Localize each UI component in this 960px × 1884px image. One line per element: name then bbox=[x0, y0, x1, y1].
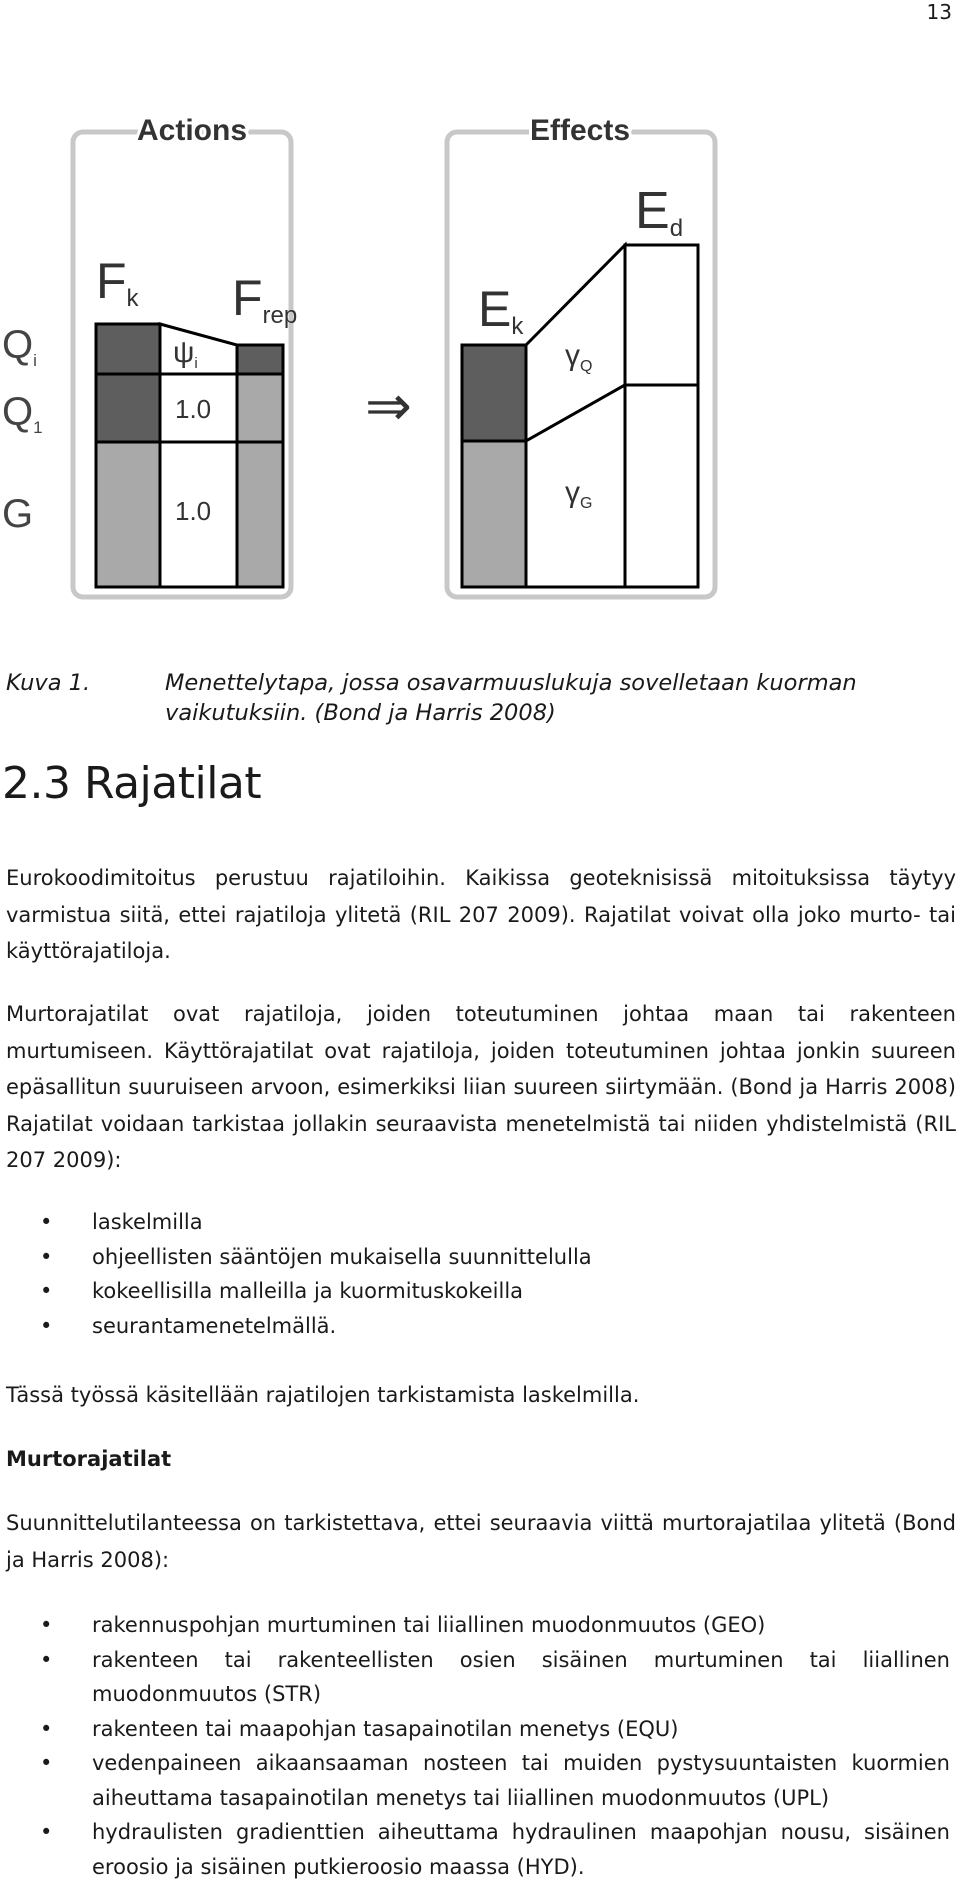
psi-connector bbox=[160, 324, 237, 374]
bullet: • bbox=[40, 1716, 53, 1741]
row-label-q1: $Q_1$ bbox=[2, 390, 43, 437]
frep-qi-block bbox=[237, 345, 283, 374]
list-item-text: ohjeellisten sääntöjen mukaisella suunnittelulla bbox=[92, 1244, 592, 1269]
list-item-text: rakenteen tai maapohjan tasapainotilan menetys (EQU) bbox=[92, 1716, 679, 1741]
paragraph-intro: Eurokoodimitoitus perustuu rajatiloihin. Kaikissa geoteknisissä mitoituksissa täytyy varmistua siitä, ettei rajatiloja ylitetä (RIL 207 2009). Rajatilat voivat olla joko murto- tai käyttörajatiloja. bbox=[6, 866, 956, 963]
fk-q1-block bbox=[96, 374, 160, 442]
row-label-g: G bbox=[2, 492, 34, 536]
actions-title: Actions bbox=[137, 114, 248, 147]
methods-list bbox=[40, 1205, 950, 1343]
paragraph-scope: Tässä työssä käsitellään rajatilojen tarkistamista laskelmilla. bbox=[6, 1383, 640, 1407]
list-item bbox=[40, 1643, 950, 1712]
list-item-text: hydraulisten gradienttien aiheuttama hydraulinen maapohjan nousu, sisäinen eroosio ja sisäinen putkieroosio maassa (HYD). bbox=[92, 1820, 950, 1879]
list-item-text: seurantamenetelmällä. bbox=[92, 1313, 337, 1338]
frep-label: Frep bbox=[232, 270, 298, 329]
list-item bbox=[40, 1240, 950, 1275]
frep-q1-block bbox=[237, 374, 283, 442]
psi-label: $\psi_i$ bbox=[173, 336, 198, 372]
page-number: 13 bbox=[926, 0, 952, 24]
list-item bbox=[40, 1815, 950, 1884]
list-item-text: rakennuspohjan murtuminen tai liiallinen muodonmuutos (GEO) bbox=[92, 1613, 766, 1637]
list-item bbox=[40, 1205, 950, 1240]
bullet: • bbox=[40, 1613, 53, 1637]
bullet: • bbox=[40, 1820, 53, 1844]
bullet: • bbox=[40, 1751, 53, 1775]
ek-q-block bbox=[462, 345, 526, 441]
list-item-text: kokeellisilla malleilla ja kuormituskokeilla bbox=[92, 1279, 524, 1303]
bullet: • bbox=[40, 1210, 53, 1234]
gamma-g-label: $\gamma_G$ bbox=[565, 476, 593, 512]
list-item-text: vedenpaineen aikaansaaman nosteen tai muiden pystysuuntaisten kuormien aiheuttama tasapainotilan menetys tai liiallinen muodonmuutos (UPL) bbox=[92, 1751, 950, 1810]
list-item bbox=[40, 1746, 950, 1815]
gamma-q-label: $\gamma_Q$ bbox=[565, 339, 593, 375]
bullet: • bbox=[40, 1244, 53, 1269]
partial-factor-figure bbox=[0, 90, 730, 620]
list-item bbox=[40, 1274, 950, 1309]
caption-label: Kuva 1. bbox=[6, 670, 91, 696]
fk-g-block bbox=[96, 442, 160, 587]
row-label-qi: $Q_i$ bbox=[2, 323, 37, 370]
ek-label: Ek bbox=[478, 281, 524, 340]
fk-label: Fk bbox=[96, 253, 139, 312]
frep-g-block bbox=[237, 442, 283, 587]
effects-title: Effects bbox=[530, 114, 631, 147]
ed-g-block bbox=[625, 385, 698, 587]
list-item bbox=[40, 1712, 950, 1747]
paragraph-limit-states: Murtorajatilat ovat rajatiloja, joiden toteutuminen johtaa maan tai rakenteen murtumiseen. Käyttörajatilat ovat rajatiloja, joiden toteutuminen johtaa jonkin suureen epäsallitun suuruiseen arvoon, esimerkiksi liian suureen siirtymään. (Bond ja Harris 2008) Rajatilat voidaan tarkistaa jollakin seuraavista menetelmistä tai niiden yhdistelmistä (RIL 207 2009): bbox=[6, 1002, 956, 1172]
bullet: • bbox=[40, 1279, 53, 1303]
subheading-ultimate-states: Murtorajatilat bbox=[6, 1447, 172, 1471]
paragraph-design-situation: Suunnittelutilanteessa on tarkistettava, ettei seuraavia viittä murtorajatilaa ylitetä (Bond ja Harris 2008): bbox=[6, 1511, 956, 1572]
bullet: • bbox=[40, 1313, 53, 1338]
ed-q-block bbox=[625, 245, 698, 385]
factor-one-upper: 1.0 bbox=[175, 394, 212, 424]
caption-text: Menettelytapa, jossa osavarmuuslukuja sovelletaan kuorman vaikutuksiin. (Bond ja Harris 2008) bbox=[165, 670, 857, 726]
ultimate-states-list bbox=[40, 1608, 950, 1884]
list-item bbox=[40, 1309, 950, 1344]
section-heading: 2.3 Rajatilat bbox=[2, 758, 262, 809]
list-item bbox=[40, 1608, 950, 1643]
implies-arrow: ⇒ bbox=[365, 374, 412, 437]
ed-label: Ed bbox=[635, 182, 684, 242]
factor-one-lower: 1.0 bbox=[175, 496, 212, 526]
list-item-text: laskelmilla bbox=[92, 1210, 203, 1234]
bullet: • bbox=[40, 1647, 53, 1672]
ek-g-block bbox=[462, 441, 526, 587]
fk-qi-block bbox=[96, 324, 160, 374]
list-item-text: rakenteen tai rakenteellisten osien sisäinen murtuminen tai liiallinen muodonmuutos (STR) bbox=[92, 1647, 950, 1706]
